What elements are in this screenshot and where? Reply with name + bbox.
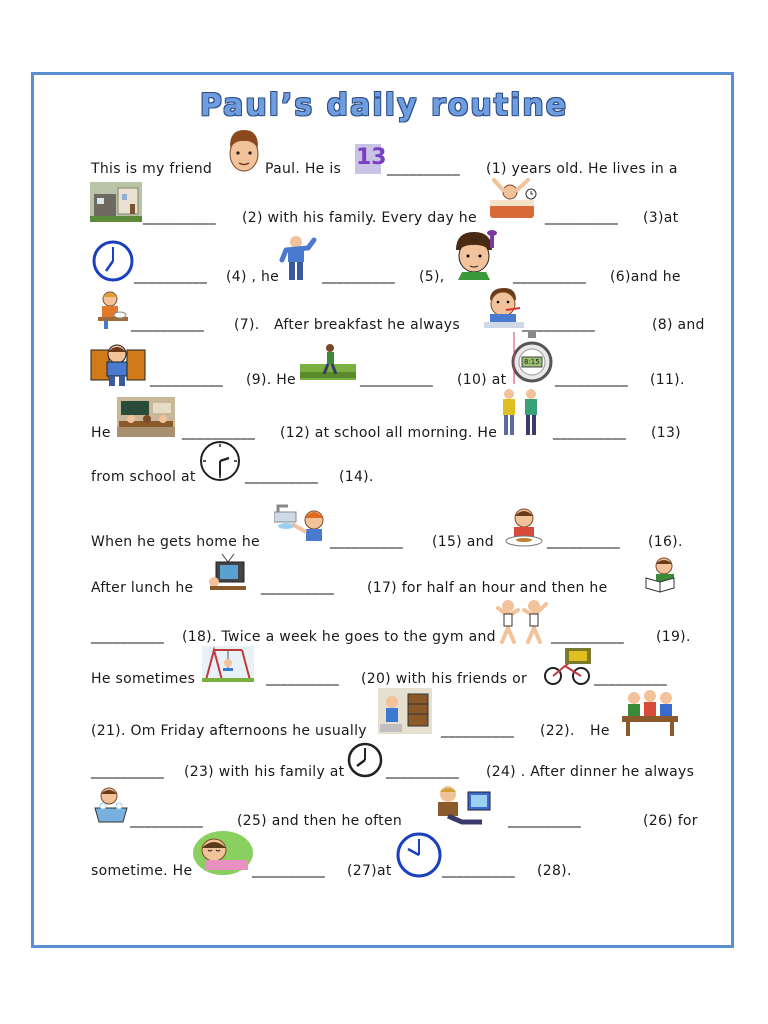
blank-8[interactable]: __________ [522, 316, 595, 332]
worksheet-title: Paul’s daily routine [199, 88, 569, 123]
blank-21[interactable]: __________ [594, 670, 667, 686]
stopwatch-icon [510, 332, 554, 384]
brushing-teeth-icon [484, 286, 524, 328]
blank-4[interactable]: __________ [134, 268, 207, 284]
getting-dressed-icon [278, 234, 318, 282]
line14-text-a: (25) and then he often [237, 813, 403, 829]
brushing-hair-icon [452, 228, 500, 280]
blank-26[interactable]: __________ [508, 812, 581, 828]
line15-text-c: (28). [537, 863, 572, 879]
blank-10[interactable]: __________ [360, 371, 433, 387]
line5-text-c: (11). [650, 372, 685, 388]
blank-24[interactable]: __________ [386, 763, 459, 779]
cycling-icon [543, 646, 593, 686]
waking-up-icon [488, 178, 538, 222]
line11-text-b: (20) with his friends or [361, 671, 528, 687]
line1-text-b: Paul. He is [265, 161, 342, 177]
sleeping-icon [192, 830, 254, 876]
blank-1[interactable]: __________ [387, 160, 460, 176]
washing-hands-icon [274, 504, 330, 548]
blank-11[interactable]: __________ [555, 371, 628, 387]
blank-13[interactable]: __________ [553, 424, 626, 440]
eating-breakfast-icon [96, 289, 130, 329]
blank-20[interactable]: __________ [266, 670, 339, 686]
line11-text-a: He sometimes [91, 671, 196, 687]
bath-icon [93, 784, 129, 826]
walking-to-school-icon [300, 342, 356, 382]
blank-27[interactable]: __________ [252, 862, 325, 878]
playing-computer-icon [434, 782, 496, 828]
blank-25[interactable]: __________ [130, 812, 203, 828]
playground-icon [202, 646, 254, 682]
family-dinner-icon [620, 688, 680, 736]
line1-text-c: (1) years old. He lives in a [486, 161, 678, 177]
exercising-kids-icon [494, 598, 550, 644]
line13-text-a: (23) with his family at [184, 764, 345, 780]
blank-5[interactable]: __________ [322, 268, 395, 284]
line6-text-b: (12) at school all morning. He [280, 425, 498, 441]
line5-text-a: (9). He [246, 372, 296, 388]
blank-18[interactable]: __________ [91, 628, 164, 644]
blank-28[interactable]: __________ [442, 862, 515, 878]
eating-lunch-icon [504, 506, 544, 548]
line15-text-b: (27)at [347, 863, 392, 879]
line6-text-c: (13) [651, 425, 681, 441]
boys-walking-home-icon [497, 387, 545, 437]
number-13-icon [355, 144, 387, 174]
stopwatch-display: 8:15 [524, 358, 540, 366]
line8-text-b: (15) and [432, 534, 494, 550]
line9-text-b: (17) for half an hour and then he [367, 580, 608, 596]
line7-text-b: (14). [339, 469, 374, 485]
blank-23[interactable]: __________ [91, 763, 164, 779]
line10-text-b: (19). [656, 629, 691, 645]
tidying-room-icon [378, 688, 432, 734]
clock-icon [347, 742, 383, 778]
line10-text-a: (18). Twice a week he goes to the gym and [182, 629, 496, 645]
blank-14[interactable]: __________ [245, 468, 318, 484]
line8-text-c: (16). [648, 534, 683, 550]
line6-text-a: He [91, 425, 111, 441]
clock-seven-icon [92, 240, 134, 282]
reading-book-icon [644, 554, 680, 594]
blank-9[interactable]: __________ [150, 371, 223, 387]
line4-text-a: (7). [234, 317, 260, 333]
blank-3[interactable]: __________ [545, 209, 618, 225]
blank-15[interactable]: __________ [330, 533, 403, 549]
clock-half-past-icon [199, 440, 241, 482]
line9-text-a: After lunch he [91, 580, 194, 596]
line3-text-a: (4) , he [226, 269, 280, 285]
line2-text-b: (3)at [643, 210, 679, 226]
blank-7[interactable]: __________ [131, 316, 204, 332]
blank-12[interactable]: __________ [182, 424, 255, 440]
line4-text-c: (8) and [652, 317, 705, 333]
classroom-icon [117, 397, 175, 437]
watching-tv-icon [208, 552, 248, 592]
line8-text-a: When he gets home he [91, 534, 260, 550]
number-13-label: 13 [356, 145, 387, 170]
line4-text-b: After breakfast he always [274, 317, 460, 333]
line12-text-b: (22). [540, 723, 575, 739]
line3-text-c: (6)and he [610, 269, 681, 285]
line15-text-a: sometime. He [91, 863, 193, 879]
house-icon [90, 182, 142, 222]
blank-17[interactable]: __________ [261, 579, 334, 595]
blank-6[interactable]: __________ [513, 268, 586, 284]
packing-bag-icon [89, 340, 147, 386]
blank-22[interactable]: __________ [441, 722, 514, 738]
line2-text-a: (2) with his family. Every day he [242, 210, 477, 226]
line14-text-b: (26) for [643, 813, 698, 829]
line12-text-c: He [590, 723, 610, 739]
boy-face-icon [224, 128, 264, 174]
line3-text-b: (5), [419, 269, 445, 285]
line7-text-a: from school at [91, 469, 196, 485]
line12-text-a: (21). Om Friday afternoons he usually [91, 723, 367, 739]
blank-2[interactable]: __________ [143, 209, 216, 225]
line5-text-b: (10) at [457, 372, 507, 388]
clock-ten-icon [396, 832, 442, 878]
line1-text-a: This is my friend [91, 161, 213, 177]
blank-19[interactable]: __________ [551, 628, 624, 644]
blank-16[interactable]: __________ [547, 533, 620, 549]
line13-text-b: (24) . After dinner he always [486, 764, 695, 780]
